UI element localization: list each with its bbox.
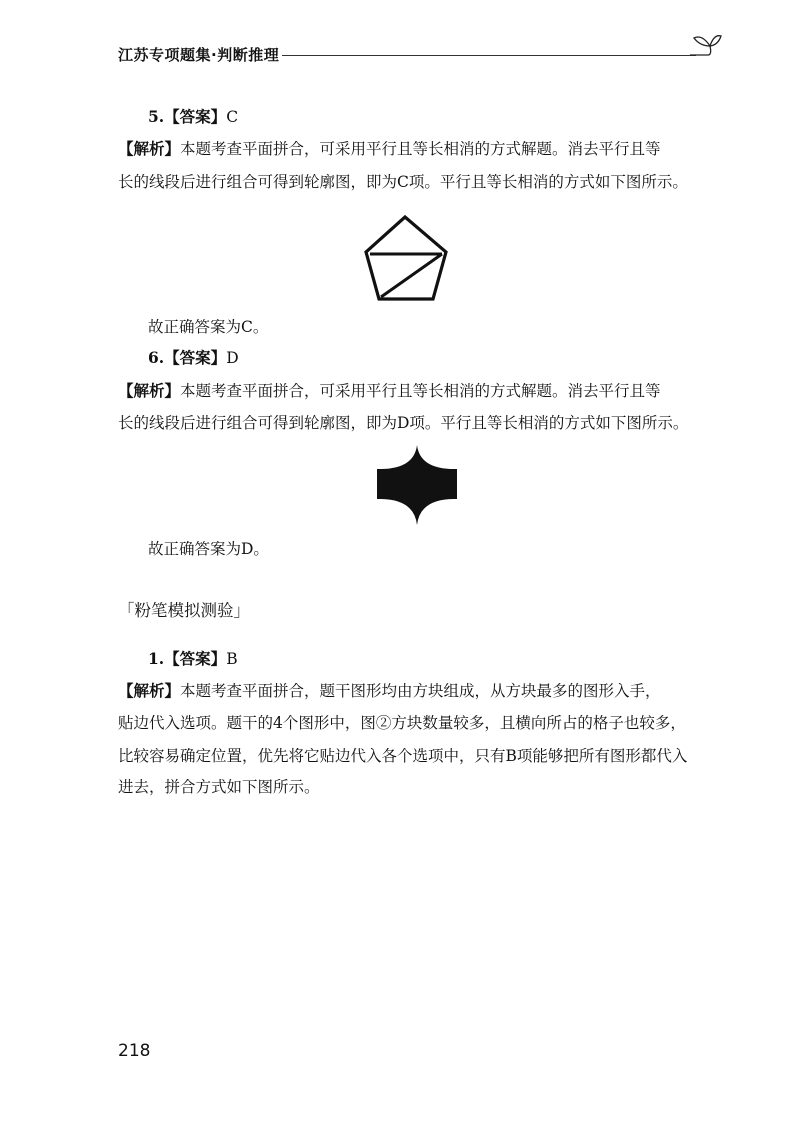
q5-answer-label: 5.【答案】 [148, 107, 227, 126]
q5-analysis-text1: 本题考查平面拼合，可采用平行且等长相消的方式解题。消去平行且等 [180, 140, 661, 158]
q1-analysis-line3: 比较容易确定位置，优先将它贴边代入各个选项中，只有B项能够把所有图形都代入 [118, 747, 688, 765]
q6-answer [148, 348, 239, 368]
q5-analysis-tag: 【解析】 [118, 139, 181, 158]
q6-conclusion: 故正确答案为D。 [148, 540, 269, 558]
q6-analysis-text1: 本题考查平面拼合，可采用平行且等长相消的方式解题。消去平行且等 [180, 382, 661, 400]
pentagon-outline-figure [362, 214, 452, 304]
q1-answer [148, 649, 238, 669]
header-rule [282, 55, 696, 56]
q6-analysis-tag: 【解析】 [118, 381, 181, 400]
q5-analysis-line1 [118, 139, 661, 159]
running-header: 江苏专项题集·判断推理 [118, 46, 280, 64]
q1-answer-label: 1.【答案】 [148, 649, 227, 668]
q1-analysis-line4: 进去，拼合方式如下图所示。 [118, 778, 320, 796]
q1-answer-value: B [226, 650, 238, 668]
q5-answer-value: C [226, 108, 239, 126]
concave-star-figure [375, 443, 459, 527]
section-title: 「粉笔模拟测验」 [118, 601, 250, 620]
q6-analysis-line1 [118, 381, 661, 401]
page-number: 218 [118, 1041, 151, 1061]
q1-analysis-tag: 【解析】 [118, 681, 181, 700]
sprout-icon [688, 28, 722, 58]
q6-analysis-line2: 长的线段后进行组合可得到轮廓图，即为D项。平行且等长相消的方式如下图所示。 [118, 414, 689, 432]
q1-analysis-text1: 本题考查平面拼合，题干图形均由方块组成，从方块最多的图形入手， [180, 682, 661, 700]
q5-answer [148, 107, 238, 127]
q1-analysis-line2: 贴边代入选项。题干的4个图形中，图②方块数量较多，且横向所占的格子也较多， [118, 714, 686, 732]
q5-conclusion: 故正确答案为C。 [148, 318, 269, 336]
q5-analysis-line2: 长的线段后进行组合可得到轮廓图，即为C项。平行且等长相消的方式如下图所示。 [118, 173, 688, 191]
q6-answer-label: 6.【答案】 [148, 348, 227, 367]
q6-answer-value: D [226, 349, 239, 367]
q1-analysis-line1 [118, 681, 661, 701]
